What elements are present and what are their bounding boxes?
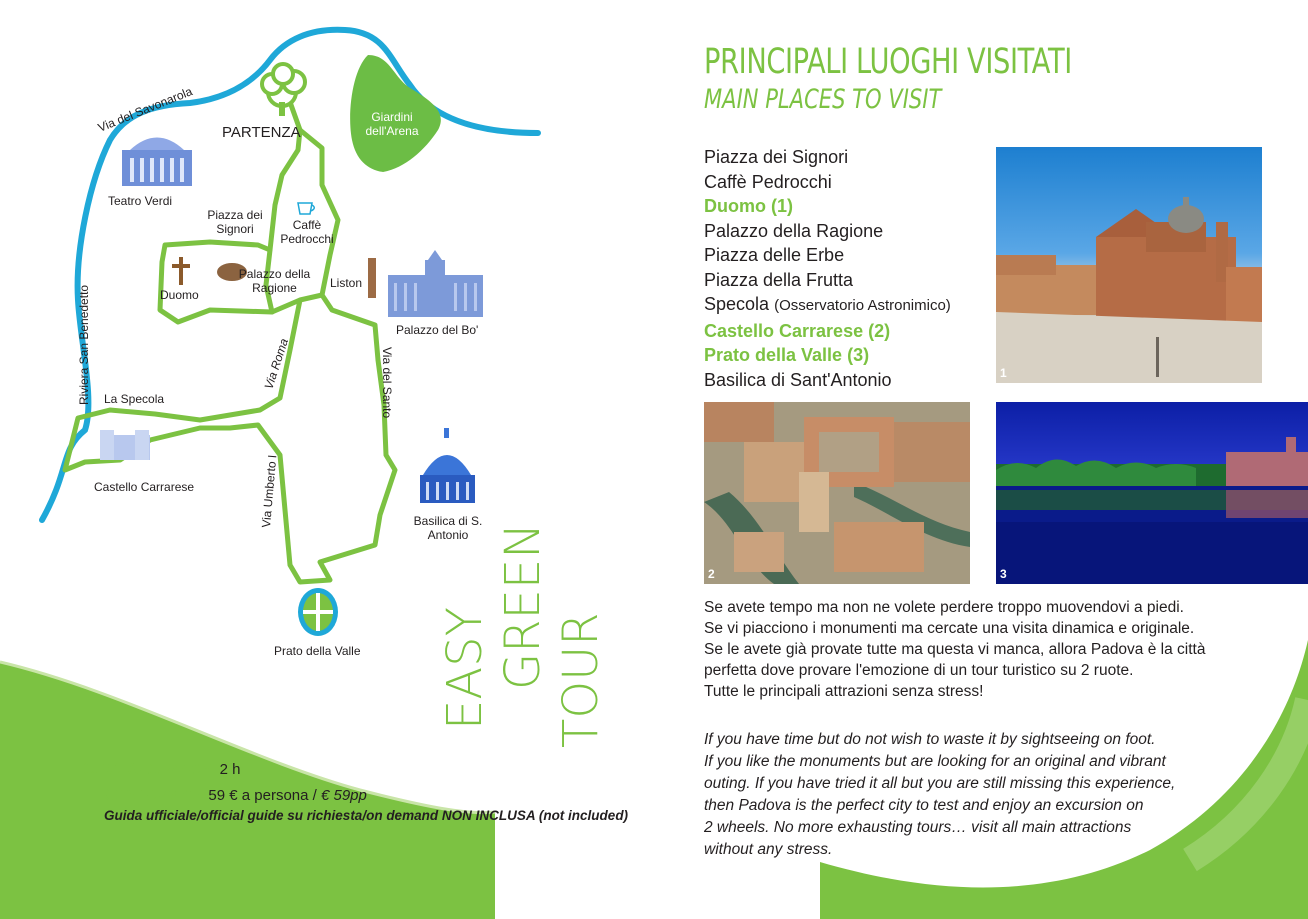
title-it: PRINCIPALI LUOGHI VISITATI [704,42,1072,82]
teatro-verdi-icon [122,138,192,187]
brand-easy: EASY [437,607,493,730]
piazza-signori-label: Piazza dei Signori [207,208,263,236]
photo-castello [704,402,970,584]
title-en: MAIN PLACES TO VISIT [704,84,942,115]
basilica-label: Basilica di S. Antonio [413,514,483,542]
street-san-benedetto: Riviera San Benedetto [77,284,91,405]
duration-line [78,760,240,778]
duration-value: 2 h [219,761,241,778]
street-savonarola: Via del Savonarola [95,84,195,135]
photo-number: 3 [1000,567,1007,581]
palazzo-ragione-label: Palazzo della Ragione [238,267,311,295]
partenza-label: PARTENZA [222,124,301,141]
description-line: Tutte le principali attrazioni senza stress! [704,683,984,700]
guide-note: Guida ufficiale/official guide su richiesta/on demand NON INCLUSA (not included) [104,808,629,823]
description-line: Se le avete già provate tutte ma questa vi manca, allora Padova è la città [704,641,1206,658]
route-map [0,0,660,700]
places-list [704,145,951,392]
list-item: Piazza della Frutta [704,269,854,290]
list-item-note: (Osservatorio Astronimico) [774,297,951,314]
photo-number: 2 [708,567,715,581]
description-line: If you have time but do not wish to waste it by sightseeing on foot. [704,731,1156,748]
description-line: Se avete tempo ma non ne volete perdere troppo muovendovi a piedi. [704,599,1184,616]
palazzo-bo-icon [388,250,483,317]
list-item: Specola (Osservatorio Astronimico) [704,294,951,314]
photo-number: 1 [1000,366,1007,380]
caffe-pedrocchi-label: Caffè Pedrocchi [280,218,334,246]
castello-carrarese-label: Castello Carrarese [94,480,195,494]
description-line: outing. If you have tried it all but you are still missing this experience, [704,775,1176,792]
description-line: without any stress. [704,841,833,858]
description-line: perfetta dove provare l'emozione di un tour turistico su 2 ruote. [704,662,1134,679]
photo-prato [996,402,1308,584]
street-via-santo: Via del Santo [380,347,394,419]
duomo-label: Duomo [160,288,199,302]
list-item: Palazzo della Ragione [704,220,884,241]
palazzo-bo-label: Palazzo del Bo' [396,323,479,337]
cost-label: COSTO/ [104,786,162,804]
cost-line [104,786,367,804]
street-via-roma: Via Roma [261,336,292,391]
list-item: Basilica di Sant'Antonio [704,369,892,390]
list-item: Caffè Pedrocchi [704,171,832,192]
duration-label: DURATA/ [78,760,143,778]
caffe-cup-icon [298,203,314,214]
cost-value-en: € 59pp [320,787,367,804]
liston-icon [368,258,376,298]
teatro-verdi-label: Teatro Verdi [108,194,173,208]
cost-value: 59 € a persona / [208,787,321,804]
cost-label-en: PRICE: [161,789,205,804]
tour-route [65,102,395,582]
photo-duomo [996,147,1262,383]
basilica-icon [420,428,475,503]
list-item: Duomo (1) [704,196,793,216]
prato-valle-label: Prato della Valle [274,644,361,658]
list-item: Piazza dei Signori [704,147,849,167]
liston-label: Liston [330,276,363,290]
list-item: Piazza delle Erbe [704,245,845,265]
brand-tour: TOUR [553,612,609,748]
duration-label-en: DURATION: [142,763,216,778]
description-line: If you like the monuments but are looking for an original and vibrant [704,753,1166,770]
description-line: then Padova is the perfect city to test and enjoy an excursion on [704,797,1144,814]
list-item: Castello Carrarese (2) [704,320,891,341]
la-specola-label: La Specola [104,392,165,406]
castello-icon [100,430,150,460]
description-line: Se vi piacciono i monumenti ma cercate una visita dinamica e originale. [704,620,1195,637]
street-umberto: Via Umberto I [259,454,280,529]
duomo-cross-icon [172,257,190,285]
start-tree-icon [262,64,305,116]
list-item: Prato della Valle (3) [704,345,870,365]
prato-valle-icon [298,588,338,636]
description-italian [704,597,1284,702]
giardini-label: Giardini dell'Arena [365,110,419,138]
description-line: 2 wheels. No more exhausting tours… visit all main attractions [704,819,1132,836]
brand-green: GREEN [495,522,551,690]
description-english [704,729,1264,861]
